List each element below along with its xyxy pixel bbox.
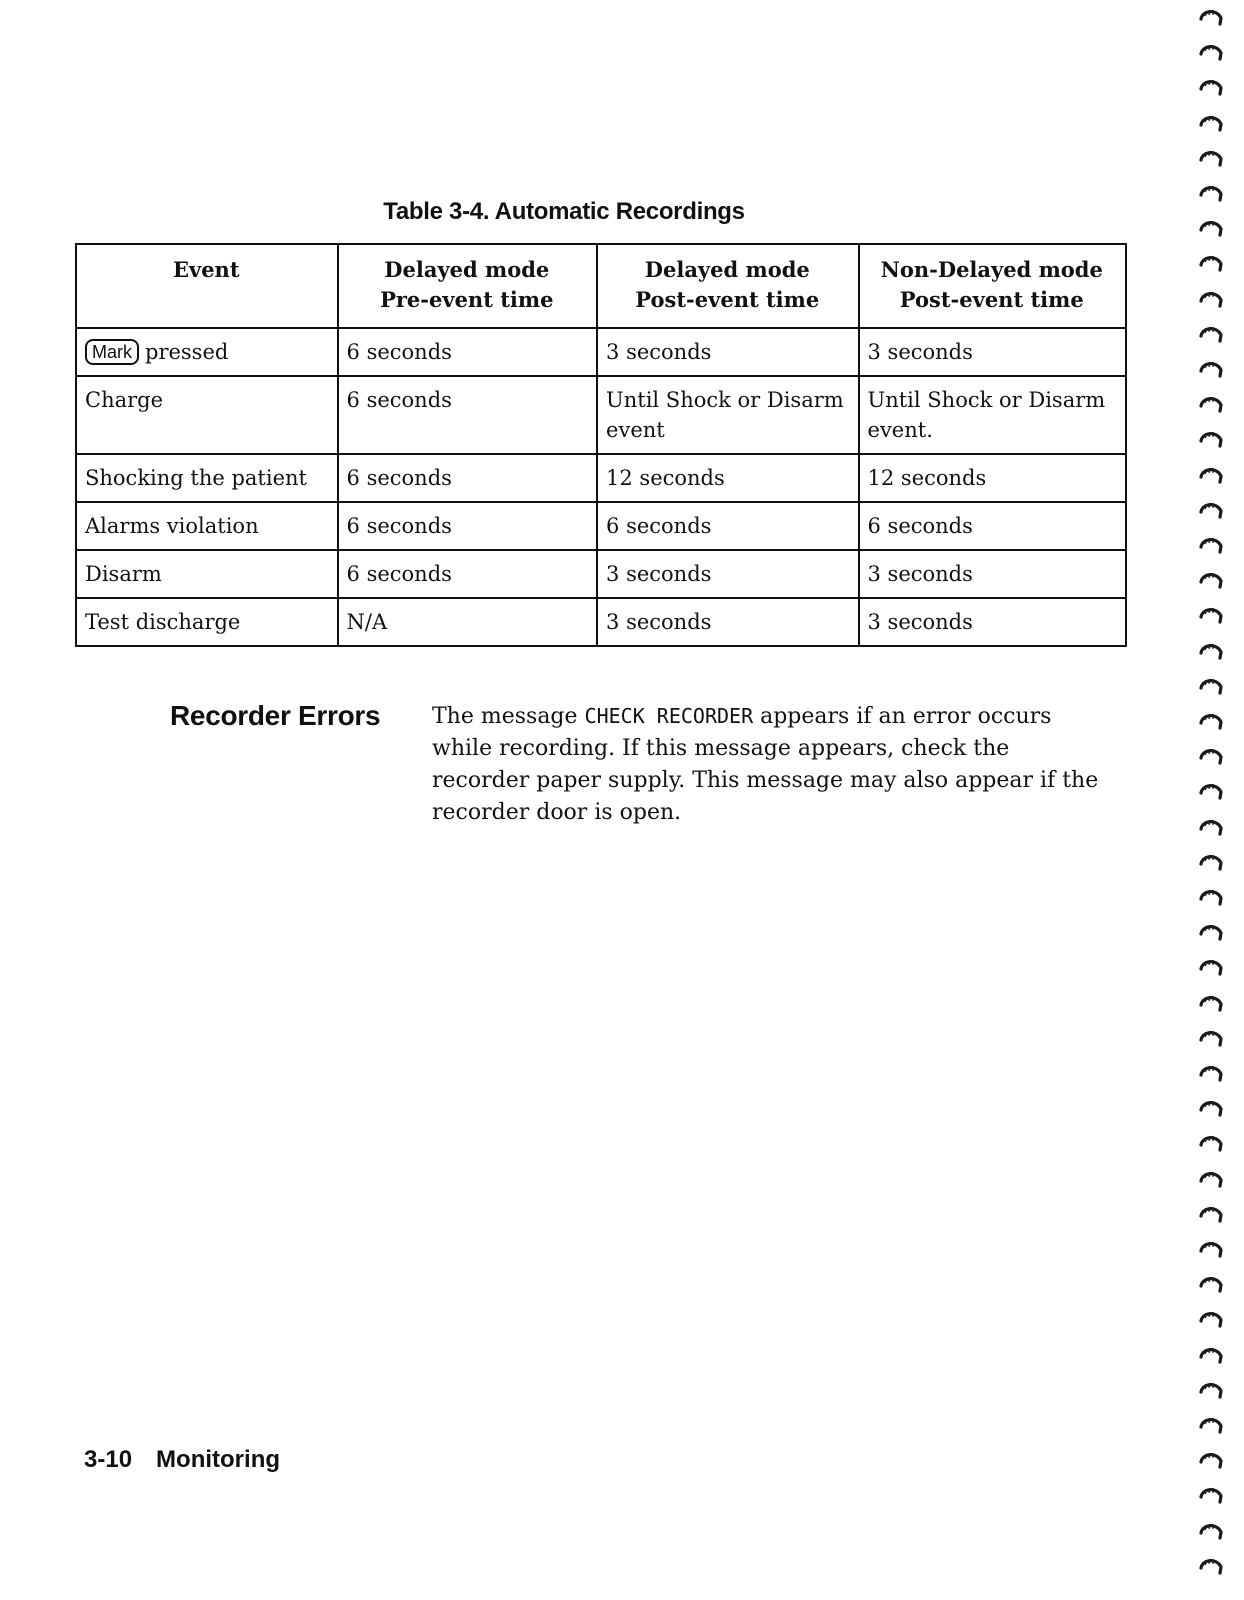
cell-post-nondelayed: 12 seconds	[859, 454, 1126, 502]
spiral-binding-ring-icon	[1198, 323, 1224, 345]
cell-post-nondelayed: 6 seconds	[859, 502, 1126, 550]
cell-pre: 6 seconds	[338, 376, 598, 454]
spiral-binding-ring-icon	[1198, 76, 1224, 98]
spiral-binding-ring-icon	[1198, 1062, 1224, 1084]
spiral-binding-ring-icon	[1198, 710, 1224, 732]
cell-event: Test discharge	[76, 598, 338, 646]
table-row	[76, 376, 1126, 454]
table-header-row	[76, 244, 1126, 328]
header-delayed-post-line-1: Delayed mode	[644, 257, 810, 282]
spiral-binding-ring-icon	[1198, 112, 1224, 134]
cell-pre: 6 seconds	[338, 454, 598, 502]
spiral-binding-ring-icon	[1198, 886, 1224, 908]
cell-post-delayed: 3 seconds	[597, 328, 858, 376]
spiral-binding-ring-icon	[1198, 534, 1224, 556]
spiral-binding-ring-icon	[1198, 569, 1224, 591]
cell-post-delayed: 3 seconds	[597, 598, 858, 646]
header-event	[76, 244, 338, 328]
spiral-binding-ring-icon	[1198, 288, 1224, 310]
cell-post-nondelayed: Until Shock or Disarm event.	[859, 376, 1126, 454]
mark-key-icon: Mark	[85, 339, 139, 365]
cell-event	[76, 328, 338, 376]
header-event-line-1: Event	[172, 257, 240, 282]
header-nondelayed-post-line-1: Non-Delayed mode	[880, 257, 1103, 282]
spiral-binding-ring-icon	[1198, 956, 1224, 978]
spiral-binding-ring-icon	[1198, 1308, 1224, 1330]
spiral-binding-ring-icon	[1198, 816, 1224, 838]
header-delayed-post-line-2: Post-event time	[635, 287, 820, 312]
spiral-binding-ring-icon	[1198, 640, 1224, 662]
spiral-binding-ring-icon	[1198, 1238, 1224, 1260]
spiral-binding-ring-icon	[1198, 1203, 1224, 1225]
spiral-binding-ring-icon	[1198, 1449, 1224, 1471]
page-number: 3-10	[84, 1446, 133, 1473]
cell-pre: 6 seconds	[338, 550, 598, 598]
message-code: CHECK RECORDER	[584, 704, 754, 728]
spiral-binding-ring-icon	[1198, 1027, 1224, 1049]
header-delayed-pre-line-2: Pre-event time	[380, 287, 554, 312]
spiral-binding-ring-icon	[1198, 1132, 1224, 1154]
table-row	[76, 550, 1126, 598]
spiral-binding-ring-icon	[1198, 217, 1224, 239]
cell-post-delayed: 12 seconds	[597, 454, 858, 502]
spiral-binding-ring-icon	[1198, 428, 1224, 450]
spiral-binding-ring-icon	[1198, 182, 1224, 204]
spiral-binding-ring-icon	[1198, 1273, 1224, 1295]
spiral-binding-ring-icon	[1198, 252, 1224, 274]
cell-post-delayed: 3 seconds	[597, 550, 858, 598]
page-footer	[84, 1446, 280, 1474]
event-label: pressed	[145, 340, 229, 364]
header-delayed-pre	[338, 244, 598, 328]
spiral-binding-ring-icon	[1198, 675, 1224, 697]
table-row	[76, 454, 1126, 502]
table-row	[76, 598, 1126, 646]
cell-post-nondelayed: 3 seconds	[859, 598, 1126, 646]
spiral-binding-ring-icon	[1198, 6, 1224, 28]
spiral-binding-ring-icon	[1198, 851, 1224, 873]
spiral-binding-ring-icon	[1198, 464, 1224, 486]
cell-event: Alarms violation	[76, 502, 338, 550]
table-row	[76, 502, 1126, 550]
spiral-binding-ring-icon	[1198, 41, 1224, 63]
cell-event: Charge	[76, 376, 338, 454]
spiral-binding-ring-icon	[1198, 393, 1224, 415]
cell-event: Shocking the patient	[76, 454, 338, 502]
table-row	[76, 328, 1126, 376]
header-delayed-post	[597, 244, 858, 328]
spiral-binding-ring-icon	[1198, 358, 1224, 380]
section-heading: Recorder Errors	[170, 700, 381, 731]
spiral-binding	[1198, 0, 1224, 1600]
header-nondelayed-post-line-2: Post-event time	[899, 287, 1084, 312]
spiral-binding-ring-icon	[1198, 780, 1224, 802]
section-text-before: The message	[432, 704, 585, 729]
spiral-binding-ring-icon	[1198, 1484, 1224, 1506]
spiral-binding-ring-icon	[1198, 604, 1224, 626]
spiral-binding-ring-icon	[1198, 1379, 1224, 1401]
spiral-binding-ring-icon	[1198, 921, 1224, 943]
header-delayed-pre-line-1: Delayed mode	[384, 257, 550, 282]
cell-post-delayed: Until Shock or Disarm event	[597, 376, 858, 454]
spiral-binding-ring-icon	[1198, 147, 1224, 169]
cell-event: Disarm	[76, 550, 338, 598]
automatic-recordings-table	[75, 243, 1127, 647]
header-nondelayed-post	[859, 244, 1126, 328]
cell-pre: 6 seconds	[338, 328, 598, 376]
cell-pre: 6 seconds	[338, 502, 598, 550]
spiral-binding-ring-icon	[1198, 992, 1224, 1014]
spiral-binding-ring-icon	[1198, 745, 1224, 767]
section-text-after: appears if an error occurs while recording. If this message appears, check the recorder paper supply. This message may also appear if the recorder door is open.	[432, 704, 1099, 825]
spiral-binding-ring-icon	[1198, 1344, 1224, 1366]
spiral-binding-ring-icon	[1198, 1168, 1224, 1190]
cell-pre: N/A	[338, 598, 598, 646]
cell-post-nondelayed: 3 seconds	[859, 550, 1126, 598]
section-body	[432, 700, 1112, 829]
chapter-name: Monitoring	[156, 1446, 281, 1473]
cell-post-nondelayed: 3 seconds	[859, 328, 1126, 376]
spiral-binding-ring-icon	[1198, 1097, 1224, 1119]
cell-post-delayed: 6 seconds	[597, 502, 858, 550]
spiral-binding-ring-icon	[1198, 1520, 1224, 1542]
spiral-binding-ring-icon	[1198, 1555, 1224, 1577]
spiral-binding-ring-icon	[1198, 499, 1224, 521]
table-caption: Table 3-4. Automatic Recordings	[383, 198, 745, 225]
spiral-binding-ring-icon	[1198, 1414, 1224, 1436]
